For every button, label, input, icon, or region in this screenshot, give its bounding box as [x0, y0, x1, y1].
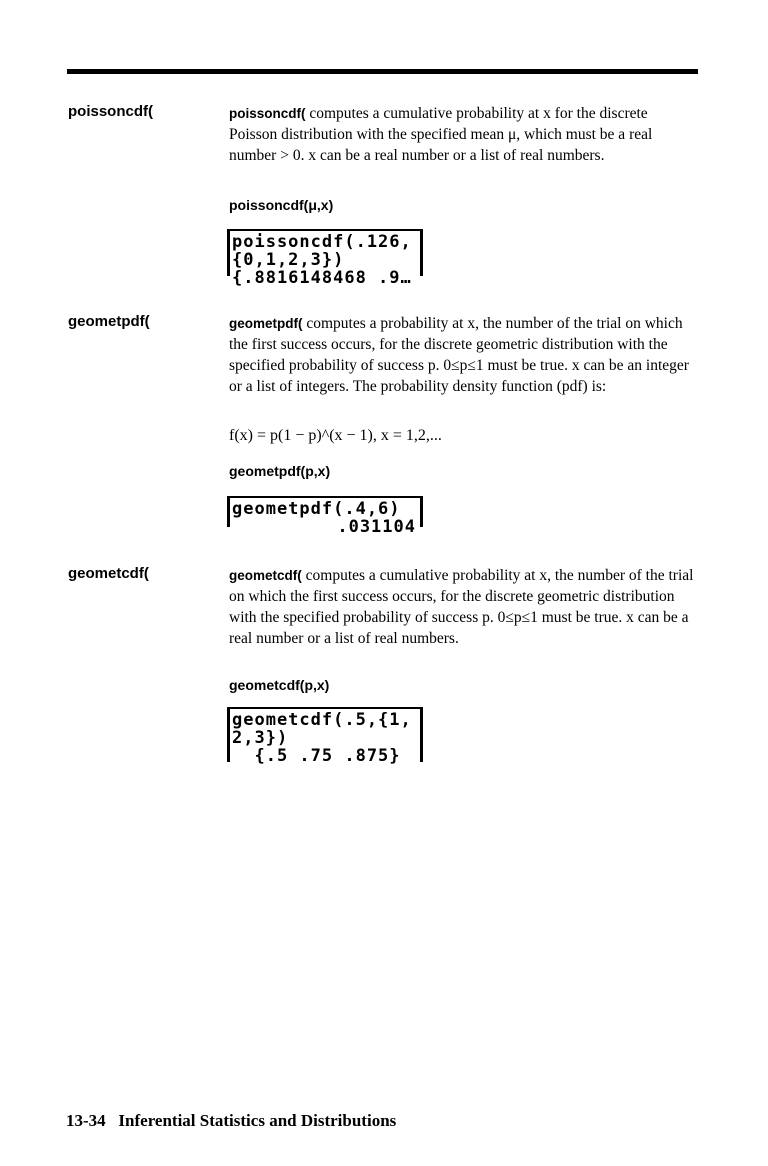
entry-title: geometpdf( — [68, 313, 150, 330]
entry-title: poissoncdf( — [68, 103, 153, 120]
description-text: computes a cumulative probability at x for the discrete Poisson distribution with the specified mean μ, which must be a real number > 0. x can be a real number or a list of real numbers. — [229, 105, 653, 164]
entry-keyword: poissoncdf( — [229, 106, 306, 121]
syntax-line: geometpdf(p,x) — [229, 463, 331, 479]
entry-description — [229, 565, 699, 649]
description-text: computes a probability at x, the number of the trial on which the first success occurs, for the discrete geometric distribution with the specified probability of success p. 0≤p≤1 must be true. x can be an integer or a list of integers. The probability density function (pdf) is: — [229, 315, 689, 395]
entry-description — [229, 313, 699, 397]
entry-body — [229, 565, 699, 649]
syntax-block — [229, 677, 699, 693]
screen-line: poissoncdf(.126, — [232, 232, 412, 252]
syntax-line: geometcdf(p,x) — [229, 677, 330, 693]
syntax-line: poissoncdf(μ,x) — [229, 197, 334, 213]
entry-title: geometcdf( — [68, 565, 149, 582]
pdf-formula: f(x) = p(1 − p)^(x − 1), x = 1,2,... — [229, 427, 442, 444]
calculator-screen — [227, 707, 423, 766]
screen-line: {0,1,2,3}) — [232, 250, 345, 270]
entry-keyword: geometcdf( — [229, 568, 302, 583]
screen-line: {.5 .75 .875} — [232, 746, 401, 766]
entry-body — [229, 313, 699, 397]
screen-line: {.8816148468 .9… — [232, 268, 412, 288]
header-rule — [67, 69, 698, 74]
calculator-screen — [227, 229, 423, 288]
screen-line: 2,3}) — [232, 728, 289, 748]
page-footer: 13-34 Inferential Statistics and Distributions — [66, 1111, 397, 1130]
entry-keyword: geometpdf( — [229, 316, 303, 331]
description-text: computes a cumulative probability at x, the number of the trial on which the first success occurs, for the discrete geometric distribution with the specified probability of success p. 0≤p≤1 must be true. x can be a real number or a list of real numbers. — [229, 567, 694, 647]
formula-block — [229, 427, 699, 445]
screen-line: geometpdf(.4,6) — [232, 499, 401, 519]
entry-description — [229, 103, 699, 166]
screen-line: geometcdf(.5,{1, — [232, 710, 412, 730]
screen-line: .031104 — [337, 517, 416, 537]
syntax-block — [229, 197, 699, 213]
syntax-block — [229, 463, 699, 479]
entry-body — [229, 103, 699, 166]
calculator-screen — [227, 496, 423, 537]
